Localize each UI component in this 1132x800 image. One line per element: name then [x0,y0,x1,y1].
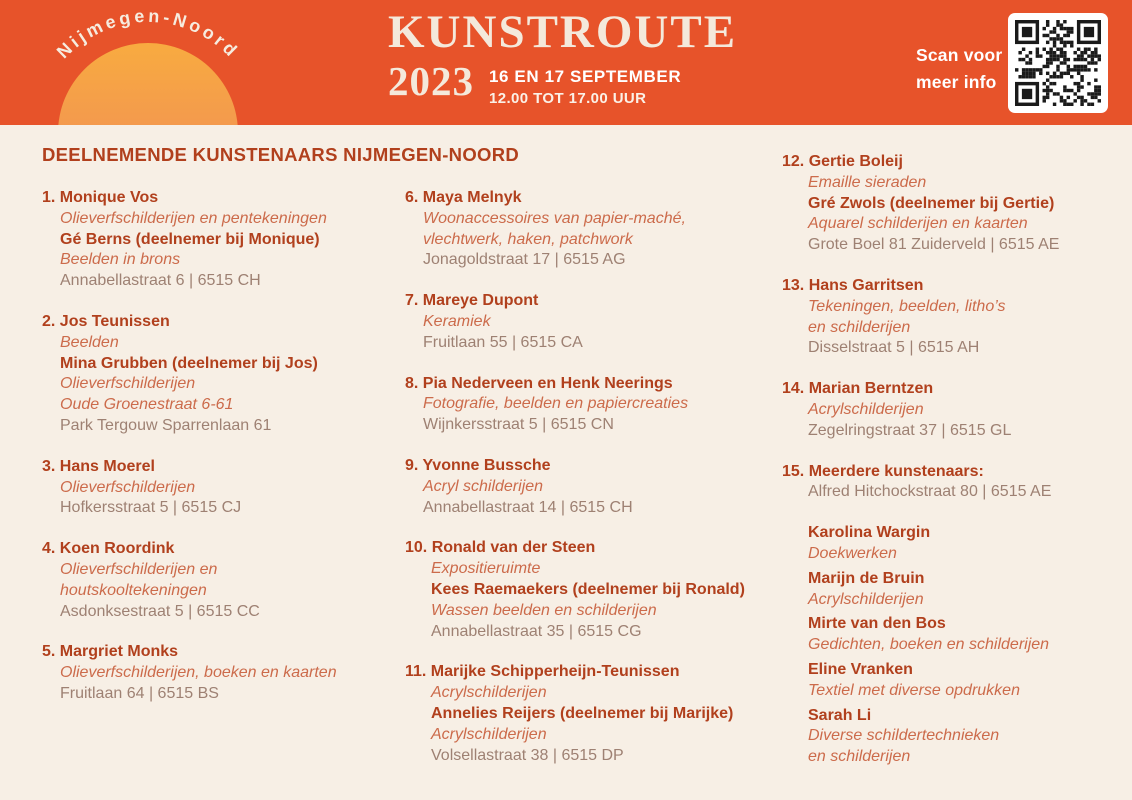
artist-desc: Beelden in brons [60,251,181,269]
artist-desc: Woonaccessoires van papier-maché, [423,209,686,227]
artist-desc: Gedichten, boeken en schilderijen [808,636,1050,654]
artist-name: Sarah Li [808,706,872,724]
sun-circle [58,43,238,125]
event-time-line: 12.00 TOT 17.00 UUR [489,89,647,107]
event-year: 2023 [388,57,474,104]
artist-entry [42,312,394,437]
artist-entry [782,569,1127,611]
artists-column-3 [782,152,1127,772]
artist-subname: Gré Zwols (deelnemer bij Gertie) [808,194,1055,212]
artist-address: Hofkersstraat 5 | 6515 CJ [60,499,242,517]
artist-desc: Diverse schildertechnieken [808,727,1000,745]
artist-entry [405,188,779,271]
artist-desc: Aquarel schilderijen en kaarten [808,215,1028,233]
scan-label [916,42,1002,96]
artist-desc: Olieverfschilderijen [60,375,196,393]
artist-desc: Olieverfschilderijen en pentekeningen [60,209,327,227]
nijmegen-noord-badge: Nijmegen-Noord [52,5,244,63]
artists-column-2 [405,188,779,786]
artist-address: Jonagoldstraat 17 | 6515 AG [423,251,626,269]
artist-desc: Acrylschilderijen [431,725,547,743]
artist-name: 14. Marian Berntzen [782,380,934,398]
artist-desc: Doekwerken [808,544,897,562]
artist-desc: Acryl schilderijen [423,477,544,495]
artist-desc: Beelden [60,333,119,351]
artist-name: 6. Maya Melnyk [405,189,522,206]
artist-name: 3. Hans Moerel [42,457,155,475]
qr-code-icon [1008,13,1108,113]
artist-entry [405,291,779,353]
artist-entry [782,614,1127,656]
artist-entry [405,456,779,518]
artist-name: 12. Gertie Boleij [782,153,903,170]
artist-desc: Olieverfschilderijen en [60,560,218,578]
title-block [388,6,737,107]
artist-name: 5. Margriet Monks [42,643,179,661]
artist-desc: vlechtwerk, haken, patchwork [423,230,633,248]
rising-sun-icon [0,0,300,125]
artist-entry [42,457,394,519]
artist-desc: Wassen beelden en schilderijen [431,601,657,619]
artist-address: Annabellastraat 14 | 6515 CH [423,498,633,516]
artist-address: Park Tergouw Sparrenlaan 61 [60,416,272,434]
artist-desc: Fotografie, beelden en papiercreaties [423,395,689,413]
artist-subname: Mina Grubben (deelnemer bij Jos) [60,354,318,372]
artist-address: Asdonksestraat 5 | 6515 CC [60,602,260,620]
artist-name: 11. Marijke Schipperheijn-Teunissen [405,663,680,681]
artist-address: Grote Boel 81 Zuiderveld | 6515 AE [808,236,1060,254]
artist-address: Volsellastraat 38 | 6515 DP [431,746,624,764]
artist-desc: Acrylschilderijen [808,590,924,608]
artist-address: Fruitlaan 64 | 6515 BS [60,684,219,702]
artist-name: 8. Pia Nederveen en Henk Neerings [405,374,673,392]
artist-entry [782,523,1127,565]
artist-address: Fruitlaan 55 | 6515 CA [423,333,583,351]
header [0,0,1132,125]
artist-entry [782,379,1127,441]
artist-name: 10. Ronald van der Steen [405,539,596,557]
artist-desc: Acrylschilderijen [808,400,924,418]
artist-name: 1. Monique Vos [42,189,159,206]
artist-entry [42,188,394,292]
artist-name: Marijn de Bruin [808,569,925,587]
artist-desc: houtskooltekeningen [60,581,207,599]
artist-subname: Gé Berns (deelnemer bij Monique) [60,230,320,248]
artist-desc: Emaille sieraden [808,173,927,191]
artist-name: 15. Meerdere kunstenaars: [782,462,984,480]
artists-column-1 [42,188,394,725]
artist-entry [42,642,394,704]
artist-name: 4. Koen Roordink [42,540,175,558]
artist-name: 13. Hans Garritsen [782,276,924,294]
event-dates [489,67,681,107]
event-date-line: 16 EN 17 SEPTEMBER [489,66,682,86]
artist-name: Karolina Wargin [808,524,931,542]
artist-desc: Expositieruimte [431,560,541,578]
artist-desc: Textiel met diverse opdrukken [808,681,1020,699]
artist-address: Wijnkersstraat 5 | 6515 CN [423,416,614,434]
artist-subname: Annelies Reijers (deelnemer bij Marijke) [431,704,734,722]
artist-entry [42,539,394,622]
list-heading: DEELNEMENDE KUNSTENAARS NIJMEGEN-NOORD [42,144,520,165]
artist-address: Annabellastraat 35 | 6515 CG [431,622,642,640]
artist-name: 7. Mareye Dupont [405,292,539,310]
artist-desc: en schilderijen [808,318,911,336]
artist-entry [782,706,1127,768]
artist-entry [782,462,1127,504]
page-title: KUNSTROUTE [388,6,738,58]
artist-name: 9. Yvonne Bussche [405,456,551,474]
artist-address: Annabellastraat 6 | 6515 CH [60,272,261,290]
artist-desc: Olieverfschilderijen, boeken en kaarten [60,664,337,682]
artist-entry [782,276,1127,359]
artist-entry [405,538,779,642]
artist-name: Mirte van den Bos [808,615,946,633]
artist-entry [405,662,779,766]
scan-label-line2: meer info [916,72,997,93]
artist-entry [405,374,779,436]
artist-address: Disselstraat 5 | 6515 AH [808,339,980,357]
artist-entry [782,152,1127,256]
scan-label-line1: Scan voor [916,45,1003,65]
artist-desc: Tekeningen, beelden, litho’s [808,297,1006,315]
artist-desc: Acrylschilderijen [431,684,547,702]
artist-address: Alfred Hitchockstraat 80 | 6515 AE [808,483,1052,501]
artist-address: Zegelringstraat 37 | 6515 GL [808,421,1012,439]
artist-subname: Kees Raemaekers (deelnemer bij Ronald) [431,580,745,598]
artist-entry [782,660,1127,702]
artist-name: Eline Vranken [808,660,913,678]
artist-desc: Oude Groenestraat 6-61 [60,396,234,414]
artist-desc: Keramiek [423,312,491,330]
artist-desc: Olieverfschilderijen [60,478,196,496]
artist-name: 2. Jos Teunissen [42,312,170,330]
artist-desc: en schilderijen [808,748,911,766]
